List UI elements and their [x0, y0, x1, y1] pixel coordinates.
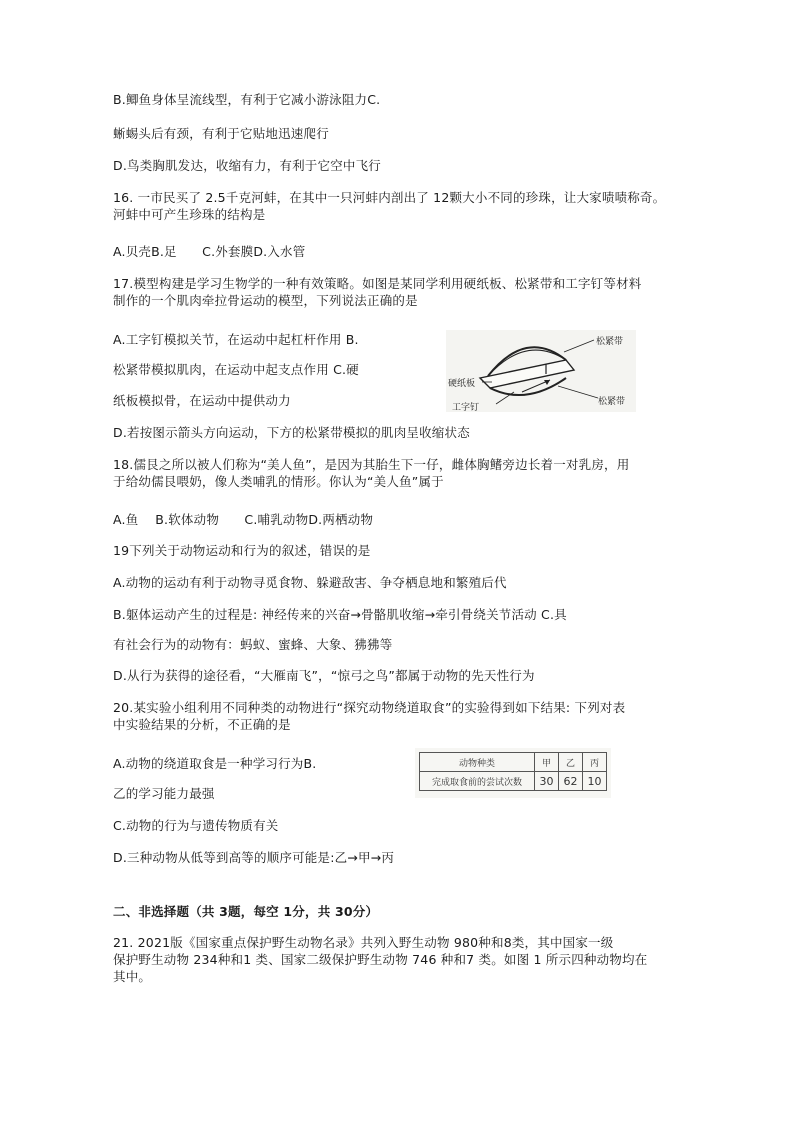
q18-options: A.鱼 B.软体动物 C.哺乳动物D.两栖动物	[113, 512, 374, 527]
line-b-fish: B.鲫鱼身体呈流线型，有利于它减小游泳阻力C.	[113, 92, 381, 107]
q21-stem-1: 21. 2021版《国家重点保护野生动物名录》共列入野生动物 980种和8类，其中国家一级	[113, 935, 614, 950]
q17-option-c: 纸板模拟骨，在运动中提供动力	[113, 393, 291, 408]
q20-stem-2: 中实验结果的分析，不正确的是	[113, 717, 291, 732]
section-2-heading: 二、非选择题（共 3题，每空 1分，共 30分）	[113, 904, 379, 919]
q20-option-d: D.三种动物从低等到高等的顺序可能是:乙→甲→丙	[113, 850, 395, 865]
table-col-yi: 乙	[559, 753, 583, 772]
results-table	[419, 752, 607, 791]
q17-option-d: D.若按图示箭头方向运动，下方的松紧带模拟的肌肉呈收缩状态	[113, 425, 470, 440]
q17-stem-1: 17.模型构建是学习生物学的一种有效策略。如图是某同学利用硬纸板、松紧带和工字钉等材料	[113, 276, 642, 291]
q18-stem-2: 于给幼儒艮喂奶，像人类哺乳的情形。你认为“美人鱼”属于	[113, 474, 444, 489]
q19-option-a: A.动物的运动有利于动物寻觅食物、躲避敌害、争夺栖息地和繁殖后代	[113, 575, 507, 590]
table-value-jia: 30	[535, 772, 559, 791]
muscle-model-drawing	[446, 330, 636, 412]
table-header-species: 动物种类	[420, 753, 535, 772]
table-col-bing: 丙	[583, 753, 607, 772]
q19-option-c: 有社会行为的动物有：蚂蚁、蜜蜂、大象、狒狒等	[113, 637, 393, 652]
table-value-yi: 62	[559, 772, 583, 791]
q18-stem-1: 18.儒艮之所以被人们称为“美人鱼”，是因为其胎生下一仔，雌体胸鳍旁边长着一对乳房，用	[113, 457, 630, 472]
q19-stem: 19下列关于动物运动和行为的叙述，错误的是	[113, 543, 371, 558]
q19-option-b: B.躯体运动产生的过程是: 神经传来的兴奋→骨骼肌收缩→牵引骨绕关节活动 C.具	[113, 607, 567, 622]
label-elastic-bottom: 松紧带	[598, 397, 626, 407]
q20-option-b: 乙的学习能力最强	[113, 786, 215, 801]
q17-stem-2: 制作的一个肌肉牵拉骨运动的模型，下列说法正确的是	[113, 293, 418, 308]
table-row-label: 完成取食前的尝试次数	[420, 772, 535, 791]
label-pushpin: 工字钉	[452, 403, 480, 412]
label-cardboard: 硬纸板	[448, 379, 476, 389]
q19-option-d: D.从行为获得的途径看，“大雁南飞”，“惊弓之鸟”都属于动物的先天性行为	[113, 668, 535, 683]
q20-option-c: C.动物的行为与遗传物质有关	[113, 818, 279, 833]
q16-stem-2: 河蚌中可产生珍珠的结构是	[113, 207, 266, 222]
q20-stem-1: 20.某实验小组利用不同种类的动物进行“探究动物绕道取食”的实验得到如下结果: 下列对表	[113, 700, 626, 715]
q17-option-a: A.工字钉模拟关节，在运动中起杠杆作用 B.	[113, 332, 359, 347]
q17-option-b: 松紧带模拟肌肉，在运动中起支点作用 C.硬	[113, 362, 359, 377]
muscle-model-figure	[446, 330, 636, 412]
table-value-bing: 10	[583, 772, 607, 791]
line-lizard: 蜥蜴头后有颈，有利于它贴地迅速爬行	[113, 126, 329, 141]
q21-stem-3: 其中。	[113, 969, 152, 984]
table-row	[420, 753, 607, 772]
q16-stem-1: 16. 一市民买了 2.5千克河蚌，在其中一只河蚌内剖出了 12颗大小不同的珍珠，让大家啧啧称奇。	[113, 190, 666, 205]
line-d-bird: D.鸟类胸肌发达，收缩有力，有利于它空中飞行	[113, 158, 381, 173]
table-row	[420, 772, 607, 791]
q21-stem-2: 保护野生动物 234种和1 类、国家二级保护野生动物 746 种和7 类。如图 1 所示四种动物均在	[113, 952, 648, 967]
label-elastic-top: 松紧带	[596, 337, 624, 347]
detour-feeding-table	[415, 748, 611, 798]
q16-options: A.贝壳B.足 C.外套膜D.入水管	[113, 244, 306, 259]
table-col-jia: 甲	[535, 753, 559, 772]
q20-option-a: A.动物的绕道取食是一种学习行为B.	[113, 756, 317, 771]
